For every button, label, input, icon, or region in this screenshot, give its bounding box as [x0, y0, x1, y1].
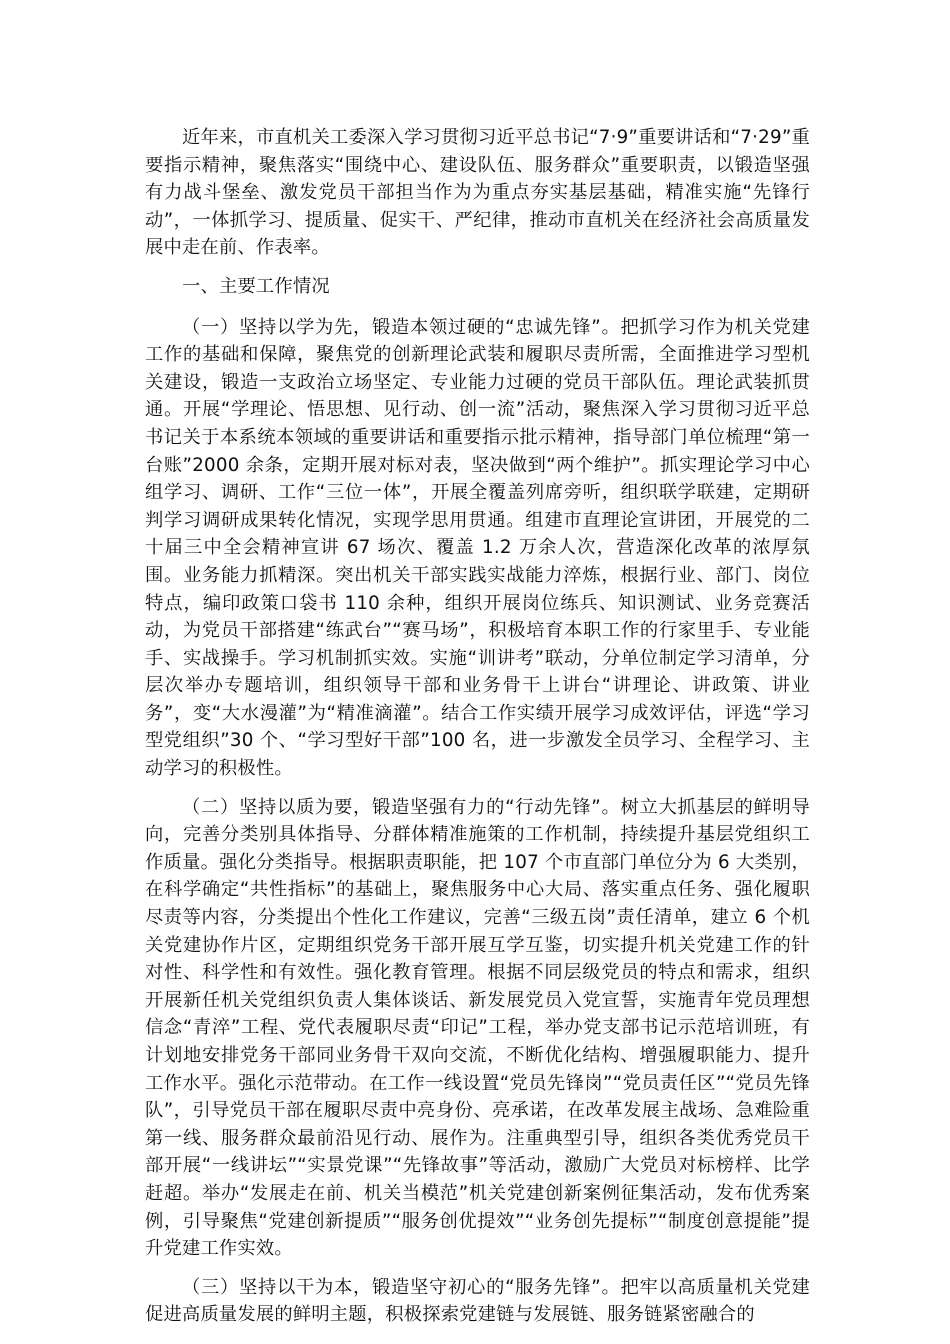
- intro-paragraph: 近年来，市直机关工委深入学习贯彻习近平总书记“7·9”重要讲话和“7·29”重要指示精神，聚焦落实“围绕中心、建设队伍、服务群众”重要职责，以锻造坚强有力战斗堡垒、激发党员干部担当作为为重点夯实基层基础，精准实施“先锋行动”，一体抓学习、提质量、促实干、严纪律，推动市直机关在经济社会高质量发展中走在前、作表率。: [145, 127, 811, 259]
- section-3-paragraph: （三）坚持以干为本，锻造坚守初心的“服务先锋”。把牢以高质量机关党建促进高质量发展的鲜明主题，积极探索党建链与发展链、服务链紧密融合的: [145, 1276, 810, 1326]
- section-heading: 一、主要工作情况: [182, 275, 330, 297]
- section-1-paragraph: （一）坚持以学为先，锻造本领过硬的“忠诚先锋”。把抓学习作为机关党建工作的基础和保障，聚焦党的创新理论武装和履职尽责所需，全面推进学习型机关建设，锻造一支政治立场坚定、专业能力过硬的党员干部队伍。理论武装抓贯通。开展“学理论、悟思想、见行动、创一流”活动，聚焦深入学习贯彻习近平总书记关于本系统本领域的重要讲话和重要指示批示精神，指导部门单位梳理“第一台账”2000 余条，定期开展对标对表，坚决做到“两个维护”。抓实理论学习中心组学习、调研、工作“三位一体”，开展全覆盖列席旁听，组织联学联建，定期研判学习调研成果转化情况，实现学思用贯通。组建市直理论宣讲团，开展党的二十届三中全会精神宣讲 67 场次、覆盖 1.2 万余人次，营造深化改革的浓厚氛围。业务能力抓精深。突出机关干部实践实战能力淬炼，根据行业、部门、岗位特点，编印政策口袋书 110 余种，组织开展岗位练兵、知识测试、业务竞赛活动，为党员干部搭建“练武台”“赛马场”，积极培育本职工作的行家里手、专业能手、实战操手。学习机制抓实效。实施“训讲考”联动，分单位制定学习清单，分层次举办专题培训，组织领导干部和业务骨干上讲台“讲理论、讲政策、讲业务”，变“大水漫灌”为“精准滴灌”。结合工作实绩开展学习成效评估，评选“学习型党组织”30 个、“学习型好干部”100 名，进一步激发全员学习、全程学习、主动学习的积极性。: [145, 316, 811, 780]
- section-2-paragraph: （二）坚持以质为要，锻造坚强有力的“行动先锋”。树立大抓基层的鲜明导向，完善分类别具体指导、分群体精准施策的工作机制，持续提升基层党组织工作质量。强化分类指导。根据职责职能，把 107 个市直部门单位分为 6 大类别，在科学确定“共性指标”的基础上，聚焦服务中心大局、落实重点任务、强化履职尽责等内容，分类提出个性化工作建议，完善“三级五岗”责任清单，建立 6 个机关党建协作片区，定期组织党务干部开展互学互鉴，切实提升机关党建工作的针对性、科学性和有效性。强化教育管理。根据不同层级党员的特点和需求，组织开展新任机关党组织负责人集体谈话、新发展党员入党宣誓，实施青年党员理想信念“青淬”工程、党代表履职尽责“印记”工程，举办党支部书记示范培训班，有计划地安排党务干部同业务骨干双向交流，不断优化结构、增强履职能力、提升工作水平。强化示范带动。在工作一线设置“党员先锋岗”“党员责任区”“党员先锋队”，引导党员干部在履职尽责中亮身份、亮承诺，在改革发展主战场、急难险重第一线、服务群众最前沿见行动、展作为。注重典型引导，组织各类优秀党员干部开展“一线讲坛”“实景党课”“先锋故事”等活动，激励广大党员对标榜样、比学赶超。举办“发展走在前、机关当模范”机关党建创新案例征集活动，发布优秀案例，引导聚焦“党建创新提质”“服务创优提效”“业务创先提标”“制度创意提能”提升党建工作实效。: [145, 796, 811, 1260]
- document-body: [145, 124, 810, 1329]
